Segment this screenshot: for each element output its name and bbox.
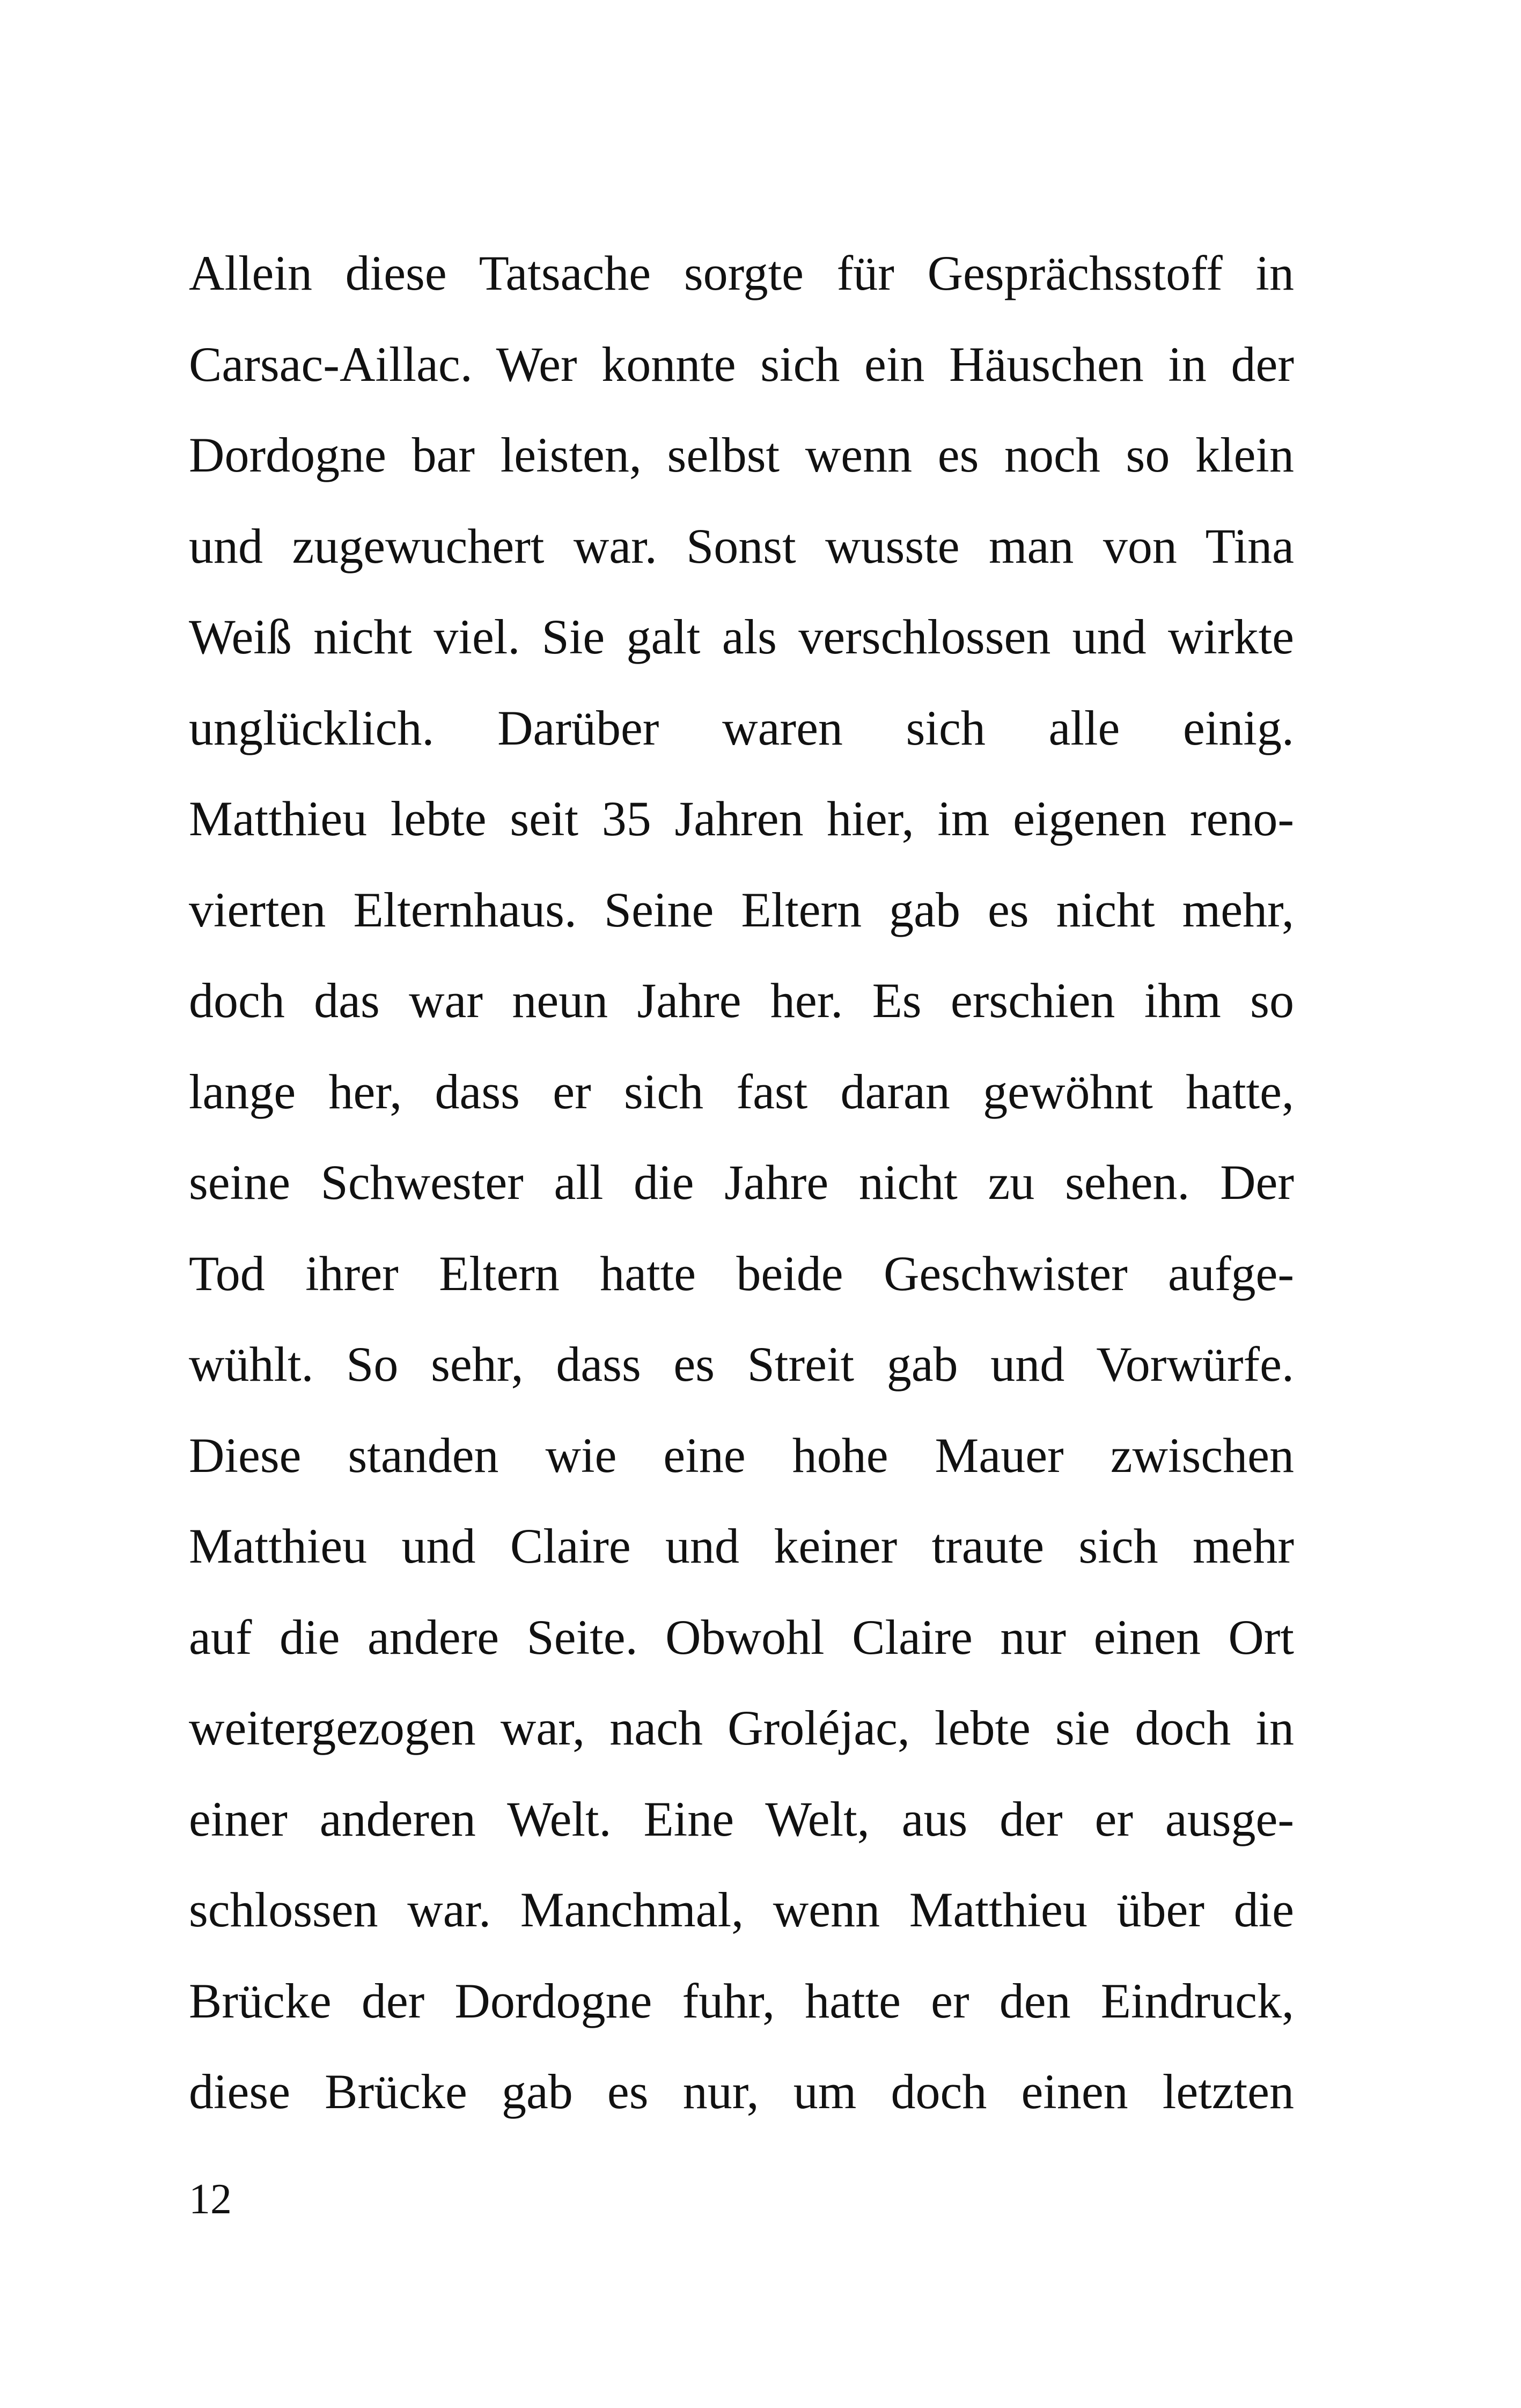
text-line: auf die andere Seite. Obwohl Claire nur einen Ort (189, 1609, 1294, 1665)
text-line: Weiß nicht viel. Sie galt als verschlossen und wirkte (189, 609, 1294, 664)
text-line: wühlt. So sehr, dass es Streit gab und Vorwürfe. (189, 1337, 1294, 1391)
text-line: einer anderen Welt. Eine Welt, aus der er ausge- (189, 1791, 1294, 1846)
text-line: lange her, dass er sich fast daran gewöhnt hatte, (189, 1064, 1294, 1119)
text-line: Brücke der Dordogne fuhr, hatte er den Eindruck, (189, 1973, 1294, 2028)
text-line: weitergezogen war, nach Groléjac, lebte sie doch in (189, 1700, 1294, 1755)
text-line: unglücklich. Darüber waren sich alle einig. (189, 700, 1294, 755)
text-line: Carsac-Aillac. Wer konnte sich ein Häuschen in der (189, 336, 1294, 392)
page-number: 12 (189, 2176, 232, 2223)
text-line: diese Brücke gab es nur, um doch einen letzten (189, 2064, 1294, 2119)
text-line: Tod ihrer Eltern hatte beide Geschwister aufge- (189, 1246, 1294, 1301)
text-line: Dordogne bar leisten, selbst wenn es noch so klein (189, 428, 1294, 482)
text-line: schlossen war. Manchmal, wenn Matthieu über die (189, 1882, 1294, 1937)
text-line: Diese standen wie eine hohe Mauer zwischen (189, 1427, 1294, 1483)
text-line: Allein diese Tatsache sorgte für Gesprächsstoff in (189, 246, 1294, 300)
body-text (189, 228, 1294, 2138)
text-line: Matthieu lebte seit 35 Jahren hier, im eigenen reno- (189, 791, 1294, 846)
text-line: Matthieu und Claire und keiner traute sich mehr (189, 1519, 1294, 1573)
text-line: vierten Elternhaus. Seine Eltern gab es nicht mehr, (189, 882, 1294, 937)
text-line: und zugewuchert war. Sonst wusste man von Tina (189, 518, 1294, 573)
text-line: seine Schwester all die Jahre nicht zu sehen. Der (189, 1155, 1294, 1210)
text-line: doch das war neun Jahre her. Es erschien ihm so (189, 973, 1294, 1028)
